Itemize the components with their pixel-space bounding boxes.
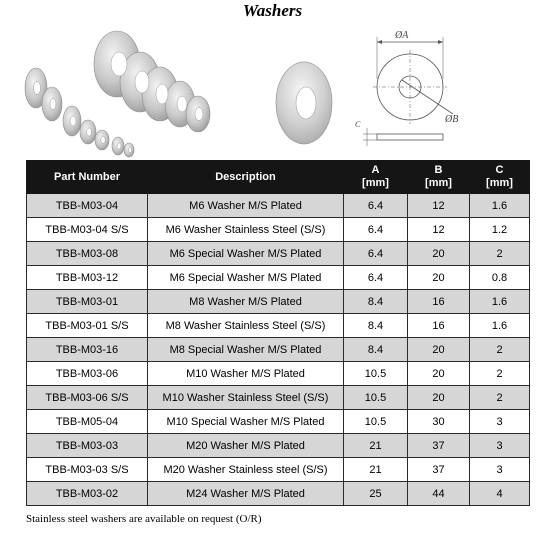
description-cell: M24 Washer M/S Plated [148, 482, 344, 506]
dim-c-cell: 1.2 [470, 218, 530, 242]
part-number-cell: TBB-M03-12 [27, 266, 148, 290]
dim-c-cell: 1.6 [470, 314, 530, 338]
column-header-unit: [mm] [486, 177, 513, 189]
dim-c-cell: 1.6 [470, 194, 530, 218]
dim-b-cell: 30 [408, 410, 470, 434]
part-number-cell: TBB-M03-01 [27, 290, 148, 314]
part-number-cell: TBB-M03-08 [27, 242, 148, 266]
dim-a-cell: 25 [344, 482, 408, 506]
table-row [27, 458, 530, 482]
footnote: Stainless steel washers are available on request (O/R) [26, 513, 262, 525]
dim-c-cell: 2 [470, 362, 530, 386]
dim-a-cell: 6.4 [344, 242, 408, 266]
table-row [27, 362, 530, 386]
table-row [27, 338, 530, 362]
dim-b-cell: 37 [408, 458, 470, 482]
dim-a-cell: 21 [344, 434, 408, 458]
dim-a-cell: 6.4 [344, 194, 408, 218]
dim-b-cell: 20 [408, 386, 470, 410]
table-row [27, 194, 530, 218]
table-row [27, 410, 530, 434]
description-cell: M8 Washer M/S Plated [148, 290, 344, 314]
dim-b-cell: 16 [408, 314, 470, 338]
dim-a-cell: 8.4 [344, 290, 408, 314]
description-cell: M10 Special Washer M/S Plated [148, 410, 344, 434]
description-cell: M6 Special Washer M/S Plated [148, 266, 344, 290]
table-body [27, 194, 530, 506]
part-number-cell: TBB-M03-01 S/S [27, 314, 148, 338]
dim-b-cell: 12 [408, 218, 470, 242]
description-cell: M6 Washer Stainless Steel (S/S) [148, 218, 344, 242]
part-number-cell: TBB-M03-04 [27, 194, 148, 218]
dim-c-cell: 2 [470, 338, 530, 362]
dim-a-cell: 6.4 [344, 266, 408, 290]
part-number-cell: TBB-M03-04 S/S [27, 218, 148, 242]
dim-b-cell: 44 [408, 482, 470, 506]
dim-b-cell: 37 [408, 434, 470, 458]
dim-a-cell: 10.5 [344, 362, 408, 386]
dim-a-cell: 8.4 [344, 338, 408, 362]
table-header-row [27, 161, 530, 194]
dim-a-cell: 10.5 [344, 386, 408, 410]
column-header [470, 161, 530, 194]
dim-c-cell: 3 [470, 410, 530, 434]
column-header [27, 161, 148, 194]
dim-b-cell: 20 [408, 338, 470, 362]
dim-a-cell: 21 [344, 458, 408, 482]
washer-technical-drawing [355, 24, 467, 164]
table-row [27, 290, 530, 314]
column-header [408, 161, 470, 194]
column-header-label: B [434, 164, 443, 176]
description-cell: M6 Special Washer M/S Plated [148, 242, 344, 266]
description-cell: M6 Washer M/S Plated [148, 194, 344, 218]
washers-group-photo [22, 24, 222, 162]
dim-b-cell: 20 [408, 266, 470, 290]
dim-a-cell: 8.4 [344, 314, 408, 338]
column-header-unit: [mm] [425, 177, 452, 189]
dim-c-cell: 3 [470, 458, 530, 482]
part-number-cell: TBB-M03-16 [27, 338, 148, 362]
table-row [27, 386, 530, 410]
dim-b-cell: 16 [408, 290, 470, 314]
dim-c-cell: 2 [470, 386, 530, 410]
table-row [27, 314, 530, 338]
dim-a-cell: 10.5 [344, 410, 408, 434]
description-cell: M8 Washer Stainless Steel (S/S) [148, 314, 344, 338]
single-washer-photo [268, 58, 340, 148]
page-title: Washers [242, 1, 303, 20]
dim-b-cell: 12 [408, 194, 470, 218]
dim-b-cell: 20 [408, 242, 470, 266]
table-row [27, 482, 530, 506]
dim-c-label: C [355, 120, 361, 129]
dim-b-cell: 20 [408, 362, 470, 386]
description-cell: M20 Washer Stainless steel (S/S) [148, 458, 344, 482]
description-cell: M10 Washer Stainless Steel (S/S) [148, 386, 344, 410]
dim-c-cell: 3 [470, 434, 530, 458]
dim-c-cell: 1.6 [470, 290, 530, 314]
table-row [27, 266, 530, 290]
washer-spec-table [26, 160, 530, 506]
description-cell: M10 Washer M/S Plated [148, 362, 344, 386]
table-row [27, 242, 530, 266]
column-header-label: A [371, 164, 380, 176]
description-cell: M8 Special Washer M/S Plated [148, 338, 344, 362]
part-number-cell: TBB-M05-04 [27, 410, 148, 434]
column-header [148, 161, 344, 194]
part-number-cell: TBB-M03-03 S/S [27, 458, 148, 482]
part-number-cell: TBB-M03-06 [27, 362, 148, 386]
dim-c-cell: 4 [470, 482, 530, 506]
description-cell: M20 Washer M/S Plated [148, 434, 344, 458]
dim-a-label: ØA [395, 30, 409, 41]
column-header [344, 161, 408, 194]
column-header-unit: [mm] [362, 177, 389, 189]
dim-b-label: ØB [445, 114, 459, 125]
part-number-cell: TBB-M03-02 [27, 482, 148, 506]
table-row [27, 218, 530, 242]
dim-c-cell: 2 [470, 242, 530, 266]
part-number-cell: TBB-M03-03 [27, 434, 148, 458]
part-number-cell: TBB-M03-06 S/S [27, 386, 148, 410]
dim-c-cell: 0.8 [470, 266, 530, 290]
dim-a-cell: 6.4 [344, 218, 408, 242]
table-row [27, 434, 530, 458]
column-header-label: C [495, 164, 504, 176]
column-header-label: Description [215, 170, 276, 183]
column-header-label: Part Number [53, 170, 121, 183]
